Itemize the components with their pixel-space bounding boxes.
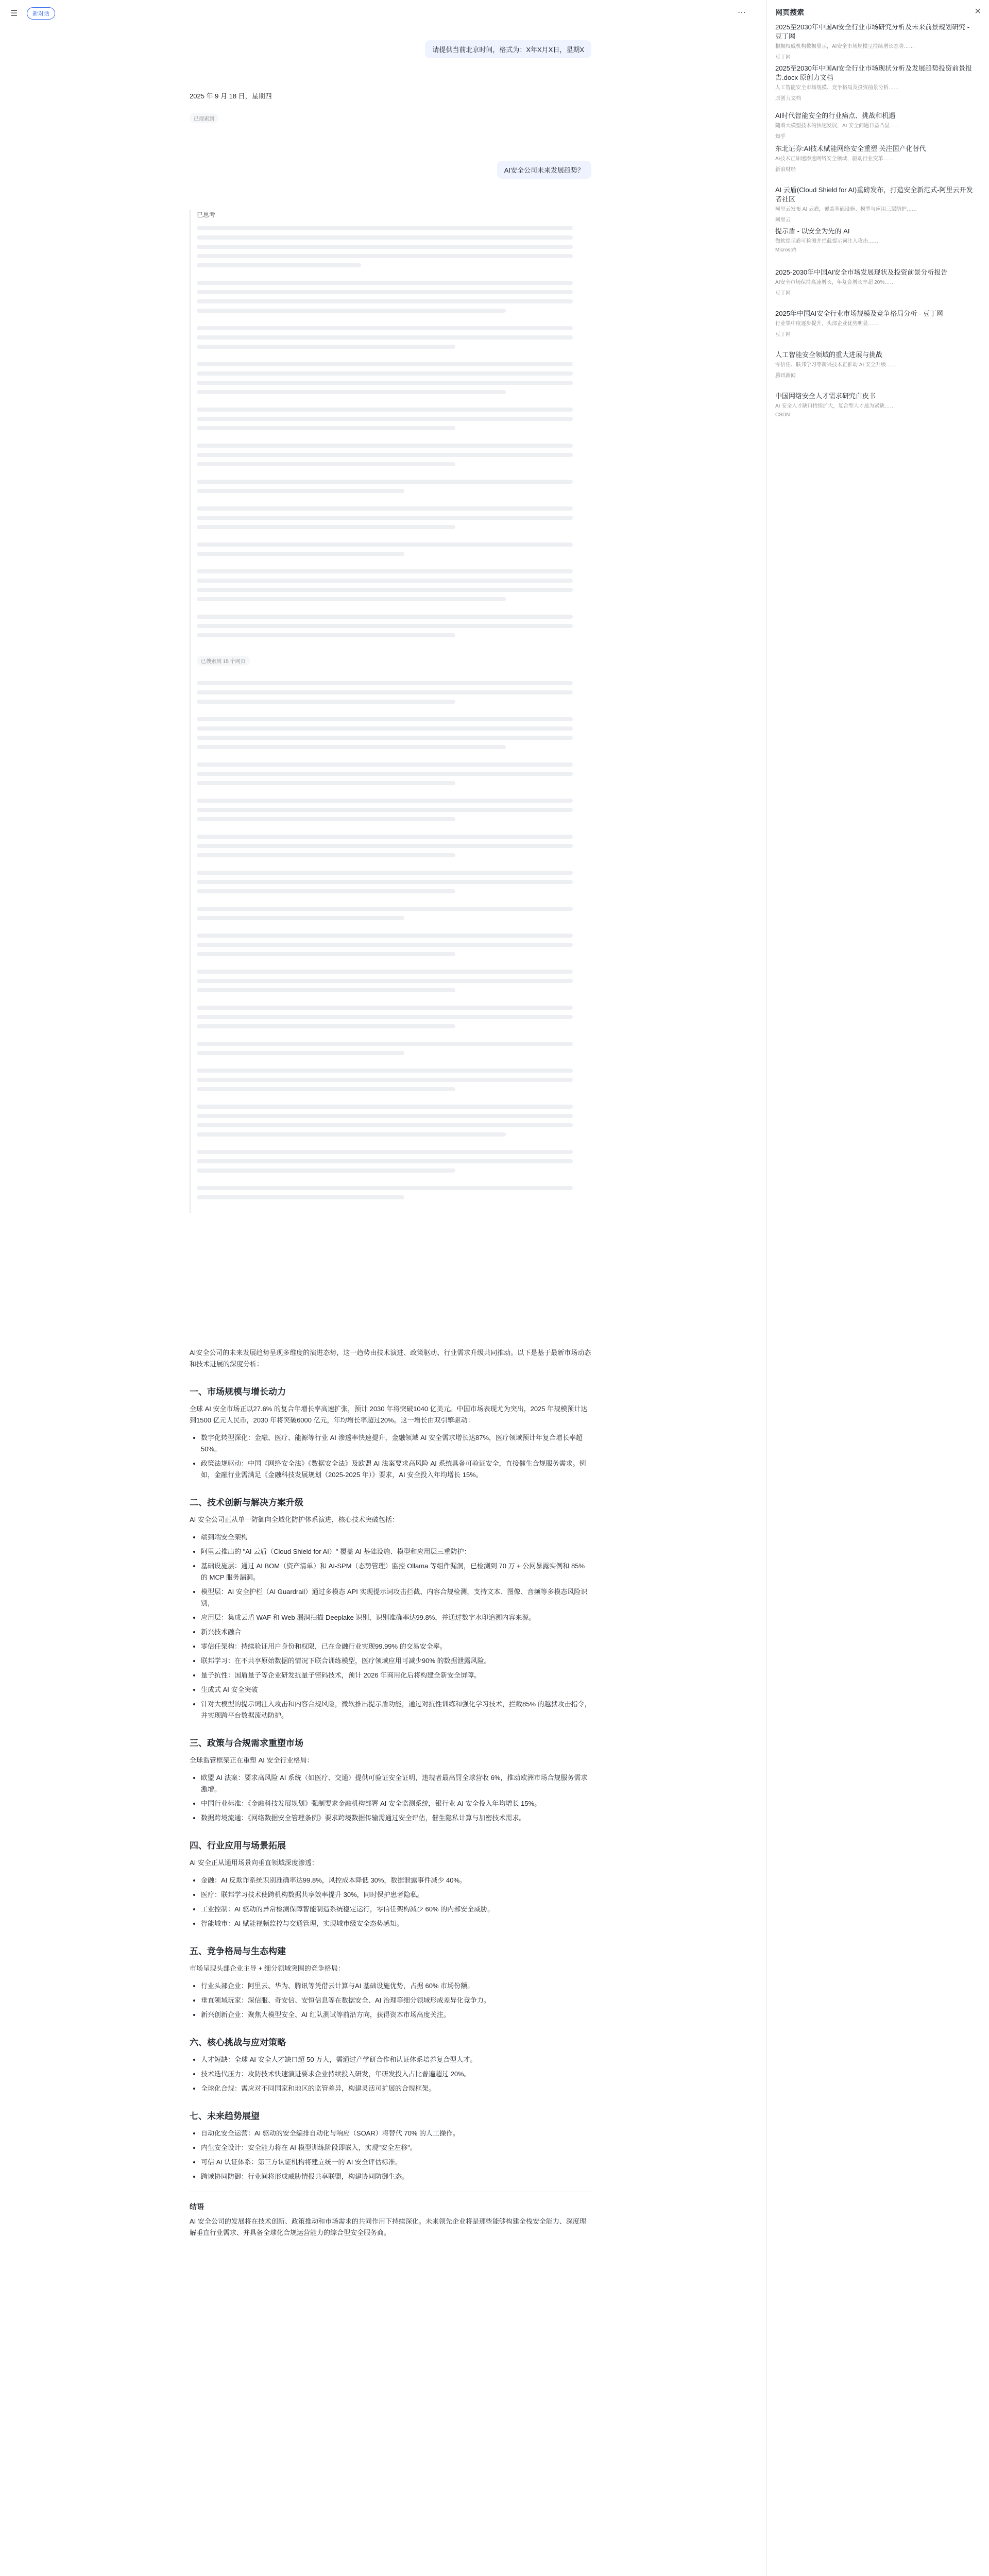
thinking-paragraph bbox=[197, 1150, 588, 1173]
thinking-paragraph bbox=[197, 480, 588, 493]
result-title[interactable]: 中国网络安全人才需求研究白皮书 bbox=[775, 392, 876, 400]
thinking-paragraph bbox=[197, 762, 588, 785]
result-snippet: AI技术正加速渗透网络安全领域，驱动行业变革…… bbox=[775, 156, 894, 162]
result-snippet: 人工智能安全市场规模、竞争格局及投资前景分析…… bbox=[775, 85, 899, 91]
thinking-paragraph bbox=[197, 362, 588, 394]
result-title[interactable]: 2025-2030年中国AI安全市场发展现状及投资前景分析报告 bbox=[775, 268, 948, 276]
thinking-line bbox=[197, 390, 506, 394]
thinking-line bbox=[197, 1186, 573, 1190]
thinking-line bbox=[197, 516, 573, 520]
result-title[interactable]: 2025年中国AI安全行业市场规模及竞争格局分析 - 豆丁网 bbox=[775, 310, 943, 317]
thinking-line bbox=[197, 588, 573, 592]
list-item: • 基础设施层：通过 AI BOM（资产清单）和 AI-SPM（态势管理）监控 Ollama 等组件漏洞，已检测到 70 万 + 公网暴露实例和 85% 的 MCP 服务漏洞。 bbox=[201, 1561, 591, 1583]
result-site: 豆丁网 bbox=[775, 55, 791, 60]
user-message: 请提供当前北京时间，格式为：X年X月X日，星期X bbox=[425, 40, 591, 58]
section-paragraph: 全球 AI 安全市场正以27.6% 的复合年增长率高速扩张，预计 2030 年将突破1040 亿美元。中国市场表现尤为突出，2025 年规模预计达到1500 亿元人民币，2030 年将突破6000 亿元，年均增长率超过20%。这一增长由双引擎驱动： bbox=[190, 1405, 588, 1424]
thinking-line bbox=[197, 569, 573, 573]
thinking-text bbox=[197, 226, 588, 637]
thinking-label[interactable]: 已思考 bbox=[197, 211, 216, 218]
thinking-line bbox=[197, 426, 455, 430]
thinking-line bbox=[197, 835, 573, 839]
search-result-item[interactable] bbox=[775, 227, 976, 253]
section-title: 七、未来趋势展望 bbox=[190, 2111, 260, 2121]
result-title[interactable]: 2025至2030年中国AI安全行业市场现状分析及发展趋势投资前景报告.docx 原创力文档 bbox=[775, 64, 973, 81]
sidebar-icon[interactable]: ☰ bbox=[10, 9, 18, 18]
thinking-line bbox=[197, 290, 573, 294]
thinking-text bbox=[197, 681, 588, 1199]
search-result-item[interactable] bbox=[775, 111, 976, 140]
thinking-line bbox=[197, 988, 455, 992]
list-item: • 数据跨境流通：《网络数据安全管理条例》要求跨境数据传输需通过安全评估，催生隐私计算与加密技术需求。 bbox=[201, 1812, 591, 1824]
panel-title: 网页搜索 bbox=[775, 8, 804, 16]
result-site: 豆丁网 bbox=[775, 291, 791, 296]
thinking-line bbox=[197, 362, 573, 366]
section-list bbox=[190, 1772, 591, 1824]
result-site: 阿里云 bbox=[775, 217, 791, 223]
thinking-line bbox=[197, 335, 573, 340]
thinking-line bbox=[197, 408, 573, 412]
thinking-line bbox=[197, 1168, 455, 1173]
thinking-line bbox=[197, 462, 455, 466]
list-item: • 人才短缺：全球 AI 安全人才缺口超 50 万人，需通过产学研合作和认证体系培养复合型人才。 bbox=[201, 2054, 591, 2065]
thinking-line bbox=[197, 1123, 573, 1127]
result-title[interactable]: 提示盾 - 以安全为先的 AI bbox=[775, 227, 850, 235]
thinking-paragraph bbox=[197, 1042, 588, 1055]
result-site: 豆丁网 bbox=[775, 332, 791, 337]
thinking-line bbox=[197, 543, 573, 547]
thinking-paragraph bbox=[197, 799, 588, 821]
list-item: • 阿里云推出的 "AI 云盾（Cloud Shield for AI）" 覆盖 AI 基础设施、模型和应用层三重防护： bbox=[201, 1546, 591, 1557]
assistant-answer bbox=[190, 1347, 591, 2245]
search-result-item[interactable] bbox=[775, 350, 976, 379]
list-item: • 模型层：AI 安全护栏（AI Guardrail）通过多模态 API 实现提示词攻击拦截、内容合规检测，支持文本、图像、音频等多模态风险识别， bbox=[201, 1586, 591, 1609]
section-list bbox=[190, 2128, 591, 2182]
thinking-line bbox=[197, 615, 573, 619]
list-item: • 端到端安全架构 bbox=[201, 1532, 591, 1543]
search-status-chip[interactable]: 已搜索到 bbox=[190, 113, 218, 123]
thinking-line bbox=[197, 1114, 573, 1118]
list-item: • 针对大模型的提示词注入攻击和内容合规风险，微软推出提示盾功能，通过对抗性训练和强化学习技术，拦截85% 的越狱攻击指令，并实现跨平台数据流动防护。 bbox=[201, 1699, 591, 1721]
section-list bbox=[190, 1432, 591, 1481]
thinking-line bbox=[197, 1042, 573, 1046]
list-item: • 应用层：集成云盾 WAF 和 Web 漏洞扫描 Deeplake 识别，识别准确率达99.8%，并通过数字水印追溯内容来源。 bbox=[201, 1612, 591, 1623]
list-item: • 新兴创新企业：聚焦大模型安全、AI 红队测试等前沿方向，获得资本市场高度关注。 bbox=[201, 2009, 591, 2021]
thinking-line bbox=[197, 1051, 404, 1055]
thinking-line bbox=[197, 345, 455, 349]
thinking-line bbox=[197, 480, 573, 484]
result-site: Microsoft bbox=[775, 247, 796, 253]
result-site: 知乎 bbox=[775, 134, 786, 140]
thinking-paragraph bbox=[197, 934, 588, 956]
list-item: • 新兴技术融合 bbox=[201, 1626, 591, 1638]
thinking-line bbox=[197, 1024, 455, 1028]
new-chat-button[interactable]: 新对话 bbox=[27, 7, 55, 20]
thinking-line bbox=[197, 281, 573, 285]
assistant-reply-date: 2025 年 9 月 18 日，星期四 bbox=[190, 92, 272, 100]
thinking-line bbox=[197, 299, 573, 303]
thinking-paragraph bbox=[197, 681, 588, 704]
result-snippet: 零信任、联邦学习等新兴技术正推动 AI 安全升级…… bbox=[775, 362, 897, 368]
search-result-item[interactable] bbox=[775, 23, 976, 60]
thinking-line bbox=[197, 717, 573, 721]
thinking-line bbox=[197, 700, 455, 704]
section-title: 三、政策与合规需求重塑市场 bbox=[190, 1738, 303, 1748]
thinking-line bbox=[197, 952, 455, 956]
thinking-line bbox=[197, 245, 573, 249]
thinking-line bbox=[197, 745, 506, 749]
thinking-line bbox=[197, 552, 404, 556]
list-item: • 欧盟 AI 法案：要求高风险 AI 系统（如医疗、交通）提供可验证安全证明，违规者最高罚全球营收 6%，推动欧洲市场合规服务需求激增。 bbox=[201, 1772, 591, 1795]
thinking-line bbox=[197, 263, 361, 267]
list-item: • 智能城市：AI 赋能视频监控与交通管理，实现城市级安全态势感知。 bbox=[201, 1918, 591, 1929]
list-item: • 垂直领域玩家：深信服、奇安信、安恒信息等在数据安全、AI 治理等细分领域形成差异化竞争力。 bbox=[201, 1995, 591, 2006]
list-item: • 生成式 AI 安全突破 bbox=[201, 1684, 591, 1696]
thinking-line bbox=[197, 254, 573, 258]
thinking-line bbox=[197, 681, 573, 685]
thinking-line bbox=[197, 736, 573, 740]
thinking-line bbox=[197, 1006, 573, 1010]
section-title: 五、竞争格局与生态构建 bbox=[190, 1946, 286, 1956]
list-item: • 自动化安全运营：AI 驱动的安全编排自动化与响应（SOAR）将替代 70% 的人工操作。 bbox=[201, 2128, 591, 2139]
list-item: • 量子抗性：国盾量子等企业研发抗量子密码技术，预计 2026 年商用化后将构建全新安全屏障。 bbox=[201, 1670, 591, 1681]
thinking-paragraph bbox=[197, 444, 588, 466]
section-title: 一、市场规模与增长动力 bbox=[190, 1387, 286, 1397]
thinking-line bbox=[197, 417, 573, 421]
result-snippet: 随着大模型技术的快速发展，AI 安全问题日益凸显…… bbox=[775, 123, 900, 129]
thinking-line bbox=[197, 444, 573, 448]
thinking-paragraph bbox=[197, 835, 588, 857]
thinking-paragraph bbox=[197, 871, 588, 893]
more-icon[interactable]: ⋯ bbox=[738, 8, 746, 17]
thinking-line bbox=[197, 726, 573, 731]
section-title: 四、行业应用与场景拓展 bbox=[190, 1841, 286, 1851]
section-list bbox=[190, 1875, 591, 1929]
thinking-line bbox=[197, 624, 573, 628]
list-item: • 联邦学习：在不共享原始数据的情况下联合训练模型，医疗领域应用可减少90% 的数据泄露风险。 bbox=[201, 1655, 591, 1667]
thinking-line bbox=[197, 309, 506, 313]
thinking-line bbox=[197, 489, 404, 493]
thinking-paragraph bbox=[197, 1186, 588, 1199]
thinking-line bbox=[197, 934, 573, 938]
list-item: • 零信任架构：持续验证用户身份和权限，已在金融行业实现99.99% 的交易安全率。 bbox=[201, 1641, 591, 1652]
section-paragraph: AI 安全正从通用场景向垂直领域深度渗透： bbox=[190, 1859, 318, 1867]
result-site: 原创力文档 bbox=[775, 96, 801, 101]
list-item: • 可信 AI 认证体系：第三方认证机构将建立统一的 AI 安全评估标准。 bbox=[201, 2157, 591, 2168]
thinking-line bbox=[197, 871, 573, 875]
list-item: • 中国行业标准：《金融科技发展规划》强制要求金融机构部署 AI 安全监测系统，银行业 AI 安全投入年均增长 15%。 bbox=[201, 1798, 591, 1809]
thinking-line bbox=[197, 226, 573, 230]
result-snippet: AI 安全人才缺口持续扩大，复合型人才最为紧缺…… bbox=[775, 403, 895, 409]
result-snippet: 行业集中度逐步提升，头部企业优势明显…… bbox=[775, 321, 878, 327]
thinking-paragraph bbox=[197, 506, 588, 529]
thinking-line bbox=[197, 1105, 573, 1109]
search-result-item[interactable] bbox=[775, 309, 976, 337]
thinking-line bbox=[197, 781, 455, 785]
thinking-line bbox=[197, 880, 573, 884]
thinking-paragraph bbox=[197, 226, 588, 267]
list-item: • 技术迭代压力：攻防技术快速演进要求企业持续投入研发，年研发投入占比普遍超过 20%。 bbox=[201, 2069, 591, 2080]
result-title[interactable]: 人工智能安全领域的重大进展与挑战 bbox=[775, 351, 883, 359]
section-paragraph: 全球监管框架正在重塑 AI 安全行业格局： bbox=[190, 1756, 314, 1764]
thinking-line bbox=[197, 326, 573, 330]
section-list bbox=[190, 1980, 591, 2021]
thinking-line bbox=[197, 817, 455, 821]
section-title: 二、技术创新与解决方案升级 bbox=[190, 1498, 303, 1507]
thinking-paragraph bbox=[197, 1069, 588, 1091]
thinking-paragraph bbox=[197, 543, 588, 556]
result-site: CSDN bbox=[775, 412, 790, 418]
thinking-line bbox=[197, 1078, 573, 1082]
thinking-paragraph bbox=[197, 569, 588, 601]
result-snippet: 微软提示盾可检测并拦截提示词注入攻击…… bbox=[775, 239, 878, 244]
list-item: • 内生安全设计：安全能力将在 AI 模型训练阶段即嵌入，实现"安全左移"。 bbox=[201, 2142, 591, 2154]
result-title[interactable]: 2025至2030年中国AI安全行业市场研究分析及未来前景规划研究 - 豆丁网 bbox=[775, 23, 970, 40]
thinking-paragraph bbox=[197, 1105, 588, 1137]
thinking-line bbox=[197, 690, 573, 694]
thinking-line bbox=[197, 1069, 573, 1073]
thinking-paragraph bbox=[197, 717, 588, 749]
thinking-line bbox=[197, 943, 573, 947]
search-result-item[interactable] bbox=[775, 392, 976, 418]
thinking-line bbox=[197, 633, 455, 637]
section-list bbox=[190, 1532, 591, 1721]
thinking-line bbox=[197, 1150, 573, 1154]
thinking-line bbox=[197, 597, 506, 601]
list-item: • 数字化转型深化：金融、医疗、能源等行业 AI 渗透率快速提升，金融领域 AI 安全需求增长达87%，医疗领域预计年复合增长率超50%。 bbox=[201, 1432, 591, 1455]
result-snippet: AI安全市场保持高速增长，年复合增长率超 20%…… bbox=[775, 280, 895, 285]
section-paragraph: AI 安全公司正从单一防御向全域化防护体系演进，核心技术突破包括： bbox=[190, 1516, 399, 1523]
thinking-line bbox=[197, 453, 573, 457]
thinking-paragraph bbox=[197, 326, 588, 349]
search-result-item[interactable] bbox=[775, 268, 976, 296]
thinking-line bbox=[197, 970, 573, 974]
thinking-paragraph bbox=[197, 907, 588, 920]
answer-intro: AI安全公司的未来发展趋势呈现多维度的演进态势，这一趋势由技术演进、政策驱动、行业需求升级共同推动。以下是基于最新市场动态和技术进展的深度分析： bbox=[190, 1349, 591, 1368]
thinking-line bbox=[197, 371, 573, 376]
thinking-line bbox=[197, 1159, 573, 1163]
thinking-line bbox=[197, 889, 455, 893]
search-result-item[interactable] bbox=[775, 64, 976, 101]
thinking-source-chip[interactable]: 已搜索到 15 个网页 bbox=[197, 656, 250, 666]
thinking-line bbox=[197, 1015, 573, 1019]
thinking-line bbox=[197, 916, 404, 920]
thinking-line bbox=[197, 907, 573, 911]
thinking-line bbox=[197, 979, 573, 983]
section-list bbox=[190, 2054, 591, 2094]
thinking-line bbox=[197, 853, 455, 857]
thinking-paragraph bbox=[197, 1006, 588, 1028]
search-result-item[interactable] bbox=[775, 185, 976, 223]
thinking-panel bbox=[190, 210, 588, 1213]
search-result-item[interactable] bbox=[775, 144, 976, 173]
result-snippet: 根据权威机构数据显示，AI安全市场规模呈持续增长态势…… bbox=[775, 44, 914, 49]
list-item: • 医疗：联邦学习技术使跨机构数据共享效率提升 30%，同时保护患者隐私。 bbox=[201, 1889, 591, 1901]
list-item: • 全球化合规：需应对不同国家和地区的监管差异，构建灵活可扩展的合规框架。 bbox=[201, 2083, 591, 2094]
search-results-panel bbox=[766, 0, 989, 2576]
list-item: • 跨域协同防御：行业间将形成威胁情报共享联盟，构建协同防御生态。 bbox=[201, 2171, 591, 2182]
thinking-line bbox=[197, 799, 573, 803]
thinking-line bbox=[197, 506, 573, 511]
result-site: 腾讯新闻 bbox=[775, 373, 796, 379]
thinking-paragraph bbox=[197, 970, 588, 992]
section-paragraph: 市场呈现头部企业主导 + 细分领域突围的竞争格局： bbox=[190, 1964, 345, 1972]
list-item: • 政策法规驱动：中国《网络安全法》《数据安全法》及欧盟 AI 法案要求高风险 AI 系统具备可验证安全，直接催生合规服务需求。例如，金融行业需满足《金融科技发展规划（2025-2025 年）》要求，AI 安全投入年均增长 15%。 bbox=[201, 1458, 591, 1481]
thinking-paragraph bbox=[197, 408, 588, 430]
result-title[interactable]: AI 云盾(Cloud Shield for AI)重磅发布，打造安全新范式-阿里云开发者社区 bbox=[775, 186, 973, 203]
thinking-line bbox=[197, 762, 573, 767]
thinking-line bbox=[197, 579, 573, 583]
thinking-line bbox=[197, 1087, 455, 1091]
thinking-paragraph bbox=[197, 281, 588, 313]
result-site: 新浪财经 bbox=[775, 167, 796, 173]
conclusion-title: 结语 bbox=[190, 2202, 204, 2211]
thinking-line bbox=[197, 1195, 404, 1199]
result-snippet: 阿里云发布 AI 云盾，覆盖基础设施、模型与应用三层防护…… bbox=[775, 207, 917, 212]
list-item: • 工业控制：AI 驱动的异常检测保障智能制造系统稳定运行，零信任架构减少 60% 的内部安全威胁。 bbox=[201, 1904, 591, 1915]
thinking-paragraph bbox=[197, 615, 588, 637]
thinking-line bbox=[197, 525, 455, 529]
result-title[interactable]: 东北证券:AI技术赋能网络安全重塑 关注国产化替代 bbox=[775, 145, 926, 152]
thinking-line bbox=[197, 235, 573, 240]
thinking-line bbox=[197, 1132, 506, 1137]
thinking-line bbox=[197, 844, 573, 848]
section-title: 六、核心挑战与应对策略 bbox=[190, 2038, 286, 2047]
list-item: • 金融：AI 反欺诈系统识别准确率达99.8%，风控成本降低 30%，数据泄露事件减少 40%。 bbox=[201, 1875, 591, 1886]
list-item: • 行业头部企业：阿里云、华为、腾讯等凭借云计算与AI 基础设施优势，占据 60% 市场份额。 bbox=[201, 1980, 591, 1992]
conclusion-text: AI 安全公司的发展将在技术创新、政策推动和市场需求的共同作用下持续深化。未来领先企业将是那些能够构建全栈安全能力、深度理解垂直行业需求、并具备全球化合规运营能力的综合型安全服务商。 bbox=[190, 2217, 586, 2236]
thinking-line bbox=[197, 808, 573, 812]
top-bar bbox=[0, 0, 766, 27]
thinking-line bbox=[197, 381, 573, 385]
thinking-line bbox=[197, 772, 573, 776]
result-title[interactable]: AI时代智能安全的行业痛点、挑战和机遇 bbox=[775, 112, 896, 120]
close-icon[interactable]: ✕ bbox=[974, 7, 981, 16]
user-message: AI安全公司未来发展趋势？ bbox=[497, 161, 591, 179]
